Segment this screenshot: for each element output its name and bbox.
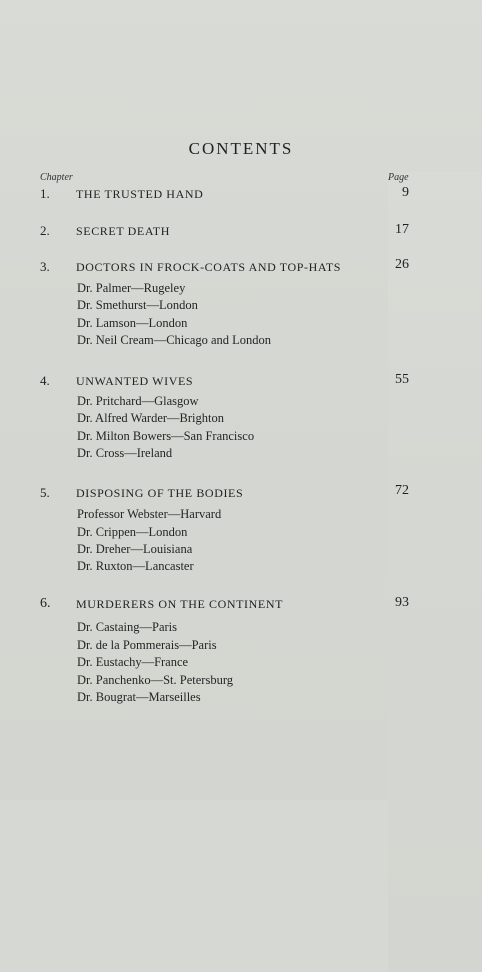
entry: Dr. Lamson—London (77, 316, 188, 330)
chapter-row (0, 186, 482, 204)
chapter-title: SECRET DEATH (76, 224, 170, 238)
page-title: CONTENTS (188, 139, 294, 158)
chapter-title: DISPOSING OF THE BODIES (76, 486, 244, 500)
chapter-title: DOCTORS IN FROCK-COATS AND TOP-HATS (76, 260, 342, 274)
chapter-number: 4. (40, 373, 50, 388)
chapter-row (0, 596, 482, 614)
page-column-header: Page (388, 172, 482, 972)
chapter-row (0, 259, 482, 277)
chapter-page: 26 (395, 257, 409, 272)
chapter-row (0, 485, 482, 503)
chapter-number: 6. (40, 596, 51, 611)
entry: Dr. Milton Bowers—San Francisco (77, 429, 255, 443)
entry: Dr. Eustachy—France (77, 655, 189, 669)
chapter-page: 9 (402, 185, 409, 200)
chapter-column-header: Chapter (40, 172, 73, 183)
entry: Dr. Alfred Warder—Brighton (77, 411, 224, 425)
chapter-page: 93 (395, 595, 409, 610)
chapter-number: 5. (40, 485, 50, 500)
entry: Dr. Smethurst—London (77, 298, 198, 312)
chapter-title: MURDERERS ON THE CONTINENT (76, 597, 284, 611)
entry: Dr. Panchenko—St. Petersburg (77, 673, 234, 687)
chapter-number: 1. (40, 186, 50, 201)
entry: Dr. Palmer—Rugeley (77, 281, 186, 295)
entry: Dr. Cross—Ireland (77, 446, 173, 460)
chapter-title: THE TRUSTED HAND (76, 187, 204, 201)
chapter-number: 3. (40, 259, 50, 274)
chapter-page: 72 (395, 483, 409, 498)
entry: Dr. Crippen—London (77, 525, 188, 539)
entry: Dr. Bougrat—Marseilles (77, 690, 201, 704)
entry: Dr. Ruxton—Lancaster (77, 559, 194, 573)
chapter-row (0, 223, 482, 241)
entry: Dr. de la Pommerais—Paris (77, 638, 217, 652)
chapter-row (0, 373, 482, 391)
chapter-title: UNWANTED WIVES (76, 374, 194, 388)
entry: Professor Webster—Harvard (77, 507, 222, 521)
entry: Dr. Castaing—Paris (77, 620, 177, 634)
entry: Dr. Pritchard—Glasgow (77, 394, 199, 408)
chapter-number: 2. (40, 223, 50, 238)
chapter-page: 55 (395, 372, 409, 387)
chapter-page: 17 (395, 222, 409, 237)
entry: Dr. Neil Cream—Chicago and London (77, 333, 272, 347)
entry: Dr. Dreher—Louisiana (77, 542, 193, 556)
